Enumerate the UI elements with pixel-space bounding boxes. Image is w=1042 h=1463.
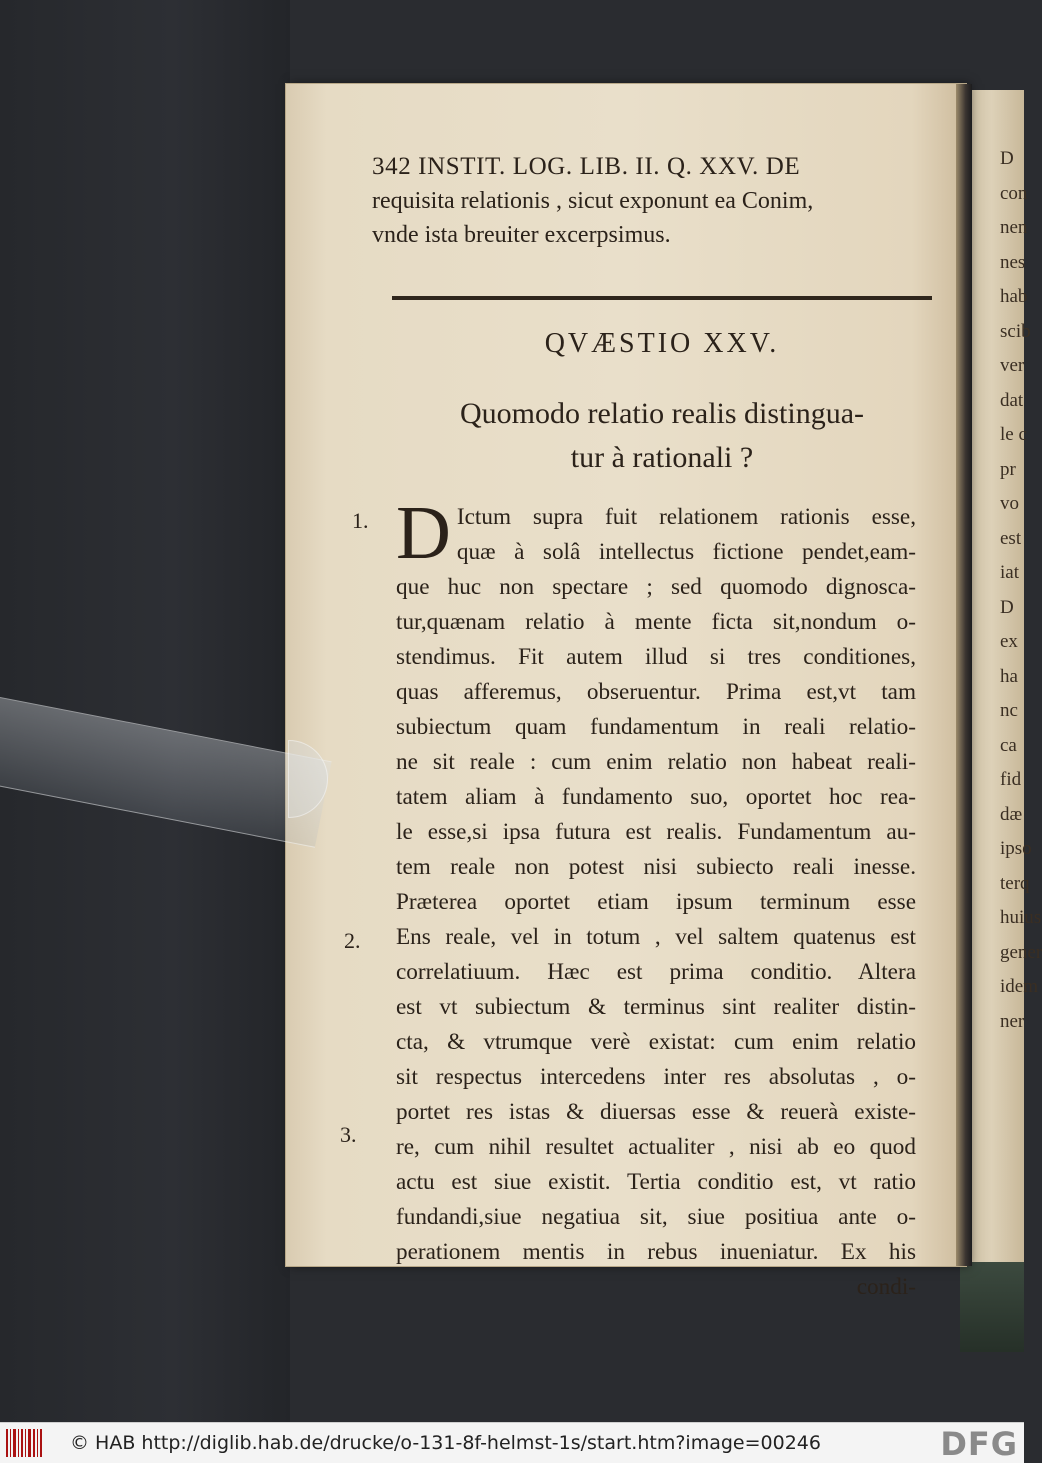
page-gutter bbox=[956, 84, 972, 1266]
facing-page-fragment: nc bbox=[1000, 700, 1018, 721]
facing-page-fragment: nes bbox=[1000, 251, 1026, 273]
facing-page-fragment: hab bbox=[1000, 286, 1028, 307]
facing-page-fragment: ipso bbox=[1000, 838, 1032, 859]
body-line: que huc non spectare ; sed quomodo dignosca- bbox=[396, 574, 916, 600]
body-line: Ictum supra fuit relationem rationis esse, bbox=[456, 504, 916, 530]
body-line: subiectum quam fundamentum in reali relatio- bbox=[396, 714, 916, 740]
body-line: cta, & vtrumque verè existat: cum enim relatio bbox=[396, 1029, 916, 1055]
facing-page-fragment: scib bbox=[1000, 320, 1031, 342]
facing-page-text bbox=[970, 90, 1042, 1039]
facing-page-fragment: nen bbox=[1000, 217, 1028, 238]
barcode-icon bbox=[6, 1429, 50, 1457]
facing-page-fragment: D bbox=[1000, 596, 1014, 618]
margin-number-1: 1. bbox=[352, 508, 369, 533]
section-rule bbox=[392, 296, 932, 300]
question-title: QVÆSTIO XXV. bbox=[544, 328, 780, 359]
binding-edge bbox=[960, 1262, 1024, 1352]
facing-page-fragment: ha bbox=[1000, 665, 1018, 687]
body-line: actu est siue existit. Tertia conditio est, vt ratio bbox=[396, 1169, 916, 1195]
body-line: ne sit reale : cum enim relatio non habeat reali- bbox=[396, 749, 916, 775]
body-line: Ens reale, vel in totum , vel saltem quatenus est bbox=[396, 924, 916, 950]
margin-number-2: 2. bbox=[344, 928, 361, 953]
body-line: tem reale non potest nisi subiecto reali inesse. bbox=[396, 854, 916, 880]
body-line: correlatiuum. Hæc est prima conditio. Altera bbox=[396, 959, 916, 985]
facing-page-fragment: terq bbox=[1000, 872, 1030, 894]
page-header bbox=[372, 150, 942, 252]
facing-page-fragment: ver bbox=[1000, 355, 1025, 376]
facing-page-fragment: est bbox=[1000, 527, 1022, 549]
body-line: sit respectus intercedens inter res absolutas , o- bbox=[396, 1064, 916, 1090]
running-head: 342 INSTIT. LOG. LIB. II. Q. XXV. DE bbox=[372, 153, 801, 180]
body-text bbox=[396, 491, 916, 1305]
body-line: tatem aliam à fundamento suo, oportet hoc rea- bbox=[396, 784, 916, 810]
facing-page-fragment: pr bbox=[1000, 458, 1016, 480]
subtitle-line-1: Quomodo relatio realis distingua- bbox=[459, 397, 865, 430]
facing-page-fragment: iat bbox=[1000, 562, 1019, 583]
facing-page-fragment: dæ bbox=[1000, 803, 1023, 825]
facing-page-fragment: vo bbox=[1000, 493, 1019, 514]
facing-page-fragment: ex bbox=[1000, 631, 1018, 652]
copyright-link[interactable]: © HAB http://diglib.hab.de/drucke/o-131-8f-helmst-1s/start.htm?image=00246 bbox=[70, 1432, 821, 1454]
header-line-1: requisita relationis , sicut exponunt ea Conim, bbox=[372, 188, 814, 214]
body-line: est vt subiectum & terminus sint realiter distin- bbox=[396, 994, 916, 1020]
margin-number-3: 3. bbox=[340, 1122, 357, 1147]
header-line-2: vnde ista breuiter excerpsimus. bbox=[372, 222, 671, 248]
facing-page-fragment: D bbox=[1000, 148, 1014, 169]
body-line: quas afferemus, obseruentur. Prima est,vt tam bbox=[396, 679, 916, 705]
body-line: Præterea oportet etiam ipsum terminum esse bbox=[396, 889, 916, 915]
body-line: fundandi,siue negatiua sit, siue positiua ante o- bbox=[396, 1204, 916, 1230]
facing-page-fragment: huius bbox=[1000, 907, 1042, 928]
body-line: stendimus. Fit autem illud si tres conditiones, bbox=[396, 644, 916, 670]
body-line: re, cum nihil resultet actualiter , nisi ab eo quod bbox=[396, 1134, 916, 1160]
body-line: le esse,si ipsa futura est realis. Fundamentum au- bbox=[396, 819, 916, 845]
facing-page-fragment: con bbox=[1000, 182, 1028, 204]
facing-page-fragment: fid bbox=[1000, 769, 1022, 790]
facing-page-fragment: idem bbox=[1000, 976, 1038, 997]
question-subtitle bbox=[392, 392, 932, 480]
body-line: quæ à solâ intellectus fictione pendet,eam- bbox=[456, 539, 916, 565]
facing-page-fragment: gener bbox=[1000, 941, 1042, 963]
facing-page-fragment: ca bbox=[1000, 734, 1017, 756]
facing-page-fragment: le c bbox=[1000, 424, 1027, 445]
body-line: perationem mentis in rebus inueniatur. Ex his bbox=[396, 1239, 916, 1265]
drop-cap: D bbox=[396, 491, 451, 575]
viewer-footer bbox=[0, 1422, 1024, 1463]
facing-page-fragment: ner bbox=[1000, 1010, 1025, 1032]
dfg-logo: DFG bbox=[940, 1425, 1018, 1463]
body-line: tur,quænam relatio à mente ficta sit,nondum o- bbox=[396, 609, 916, 635]
catchword: condi- bbox=[856, 1274, 916, 1300]
facing-page bbox=[970, 90, 1042, 1350]
body-line: portet res istas & diuersas esse & reuerà existe- bbox=[396, 1099, 916, 1125]
facing-page-fragment: dat bbox=[1000, 389, 1024, 411]
subtitle-line-2: tur à rationali ? bbox=[570, 441, 754, 474]
